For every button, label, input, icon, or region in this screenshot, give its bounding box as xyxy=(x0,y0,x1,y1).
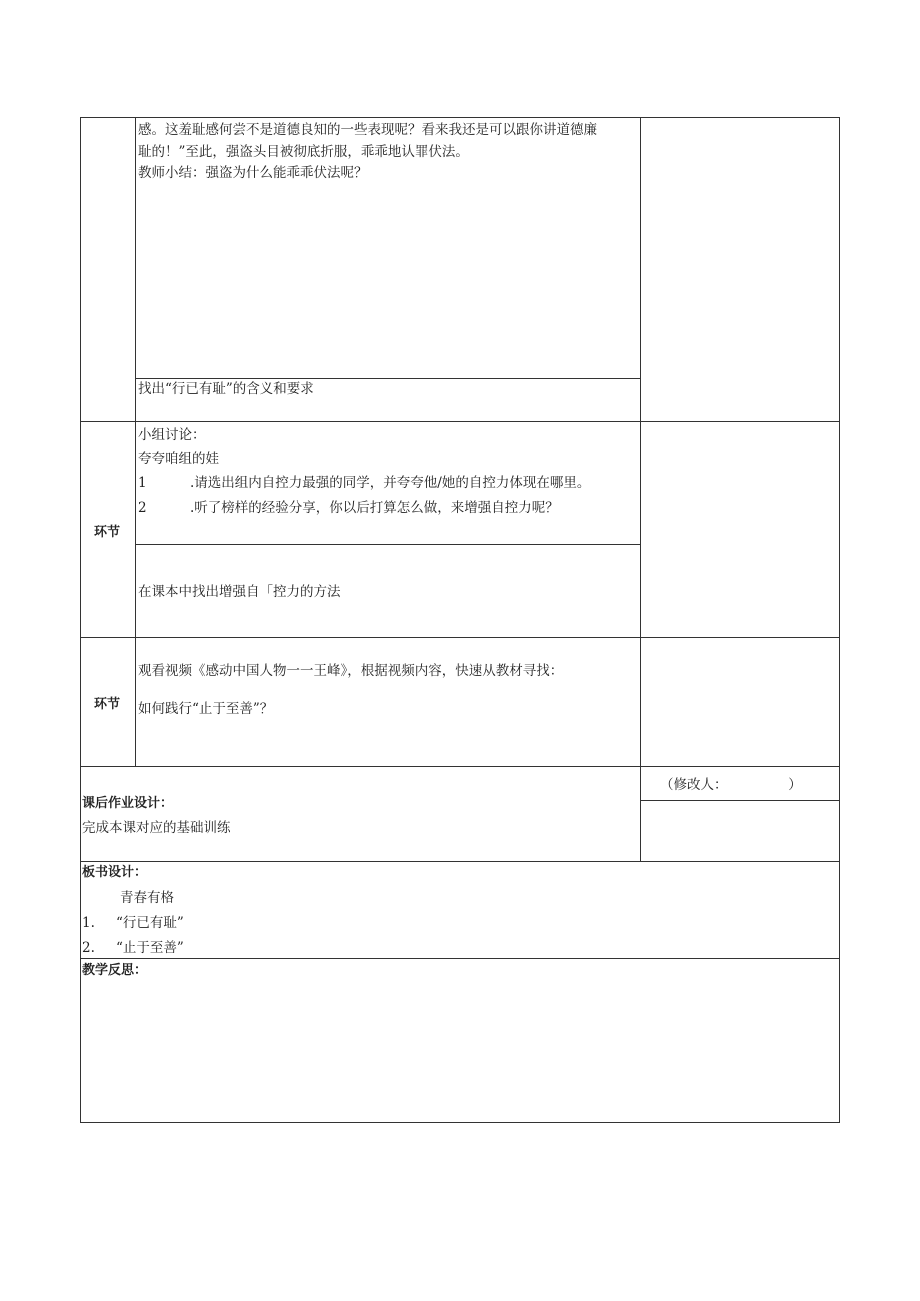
list-item: “止于至善” xyxy=(116,940,184,956)
teacher-summary: 教师小结：强盗为什么能乖乖伏法呢？ xyxy=(138,165,368,181)
section-label: 环节 xyxy=(94,525,121,540)
story-text-line-2: 耻的！”至此，强盗头目被彻底折服，乖乖地认罪伏法。 xyxy=(138,144,469,160)
list-item-number: 1 xyxy=(138,475,147,491)
video-question: 如何践行“止于至善”？ xyxy=(138,701,274,717)
homework-content: 完成本课对应的基础训练 xyxy=(82,820,231,836)
board-heading: 青春有格 xyxy=(120,890,174,906)
list-item: “行已有耻” xyxy=(116,915,184,931)
board-title: 板书设计： xyxy=(82,865,148,880)
section-label: 环节 xyxy=(94,697,121,712)
group-discussion-title: 小组讨论： xyxy=(138,427,206,443)
list-item-number: 2 xyxy=(138,500,147,516)
task-find-meaning: 找出“行已有耻”的含义和要求 xyxy=(138,381,314,397)
list-item-number: 1. xyxy=(82,915,95,931)
list-item: .听了榜样的经验分享，你以后打算怎么做，来增强自控力呢？ xyxy=(190,500,559,516)
group-discussion-subtitle: 夸夸咱组的娃 xyxy=(138,451,219,467)
task-find-methods: 在课本中找出增强自「控力的方法 xyxy=(138,584,341,600)
list-item-number: 2. xyxy=(82,940,95,956)
story-text-line-1: 感。这羞耻感何尝不是道德良知的一些表现呢？看来我还是可以跟你讲道德廉 xyxy=(138,122,597,138)
video-task: 观看视频《感动中国人物一一王峰》，根据视频内容，快速从教材寻找： xyxy=(138,663,564,679)
homework-title: 课后作业设计： xyxy=(82,796,174,811)
list-item: .请选出组内自控力最强的同学，并夸夸他/她的自控力体现在哪里。 xyxy=(190,475,591,491)
reviser-field: （修改人： ） xyxy=(660,777,802,793)
reflection-title: 教学反思： xyxy=(82,963,148,978)
